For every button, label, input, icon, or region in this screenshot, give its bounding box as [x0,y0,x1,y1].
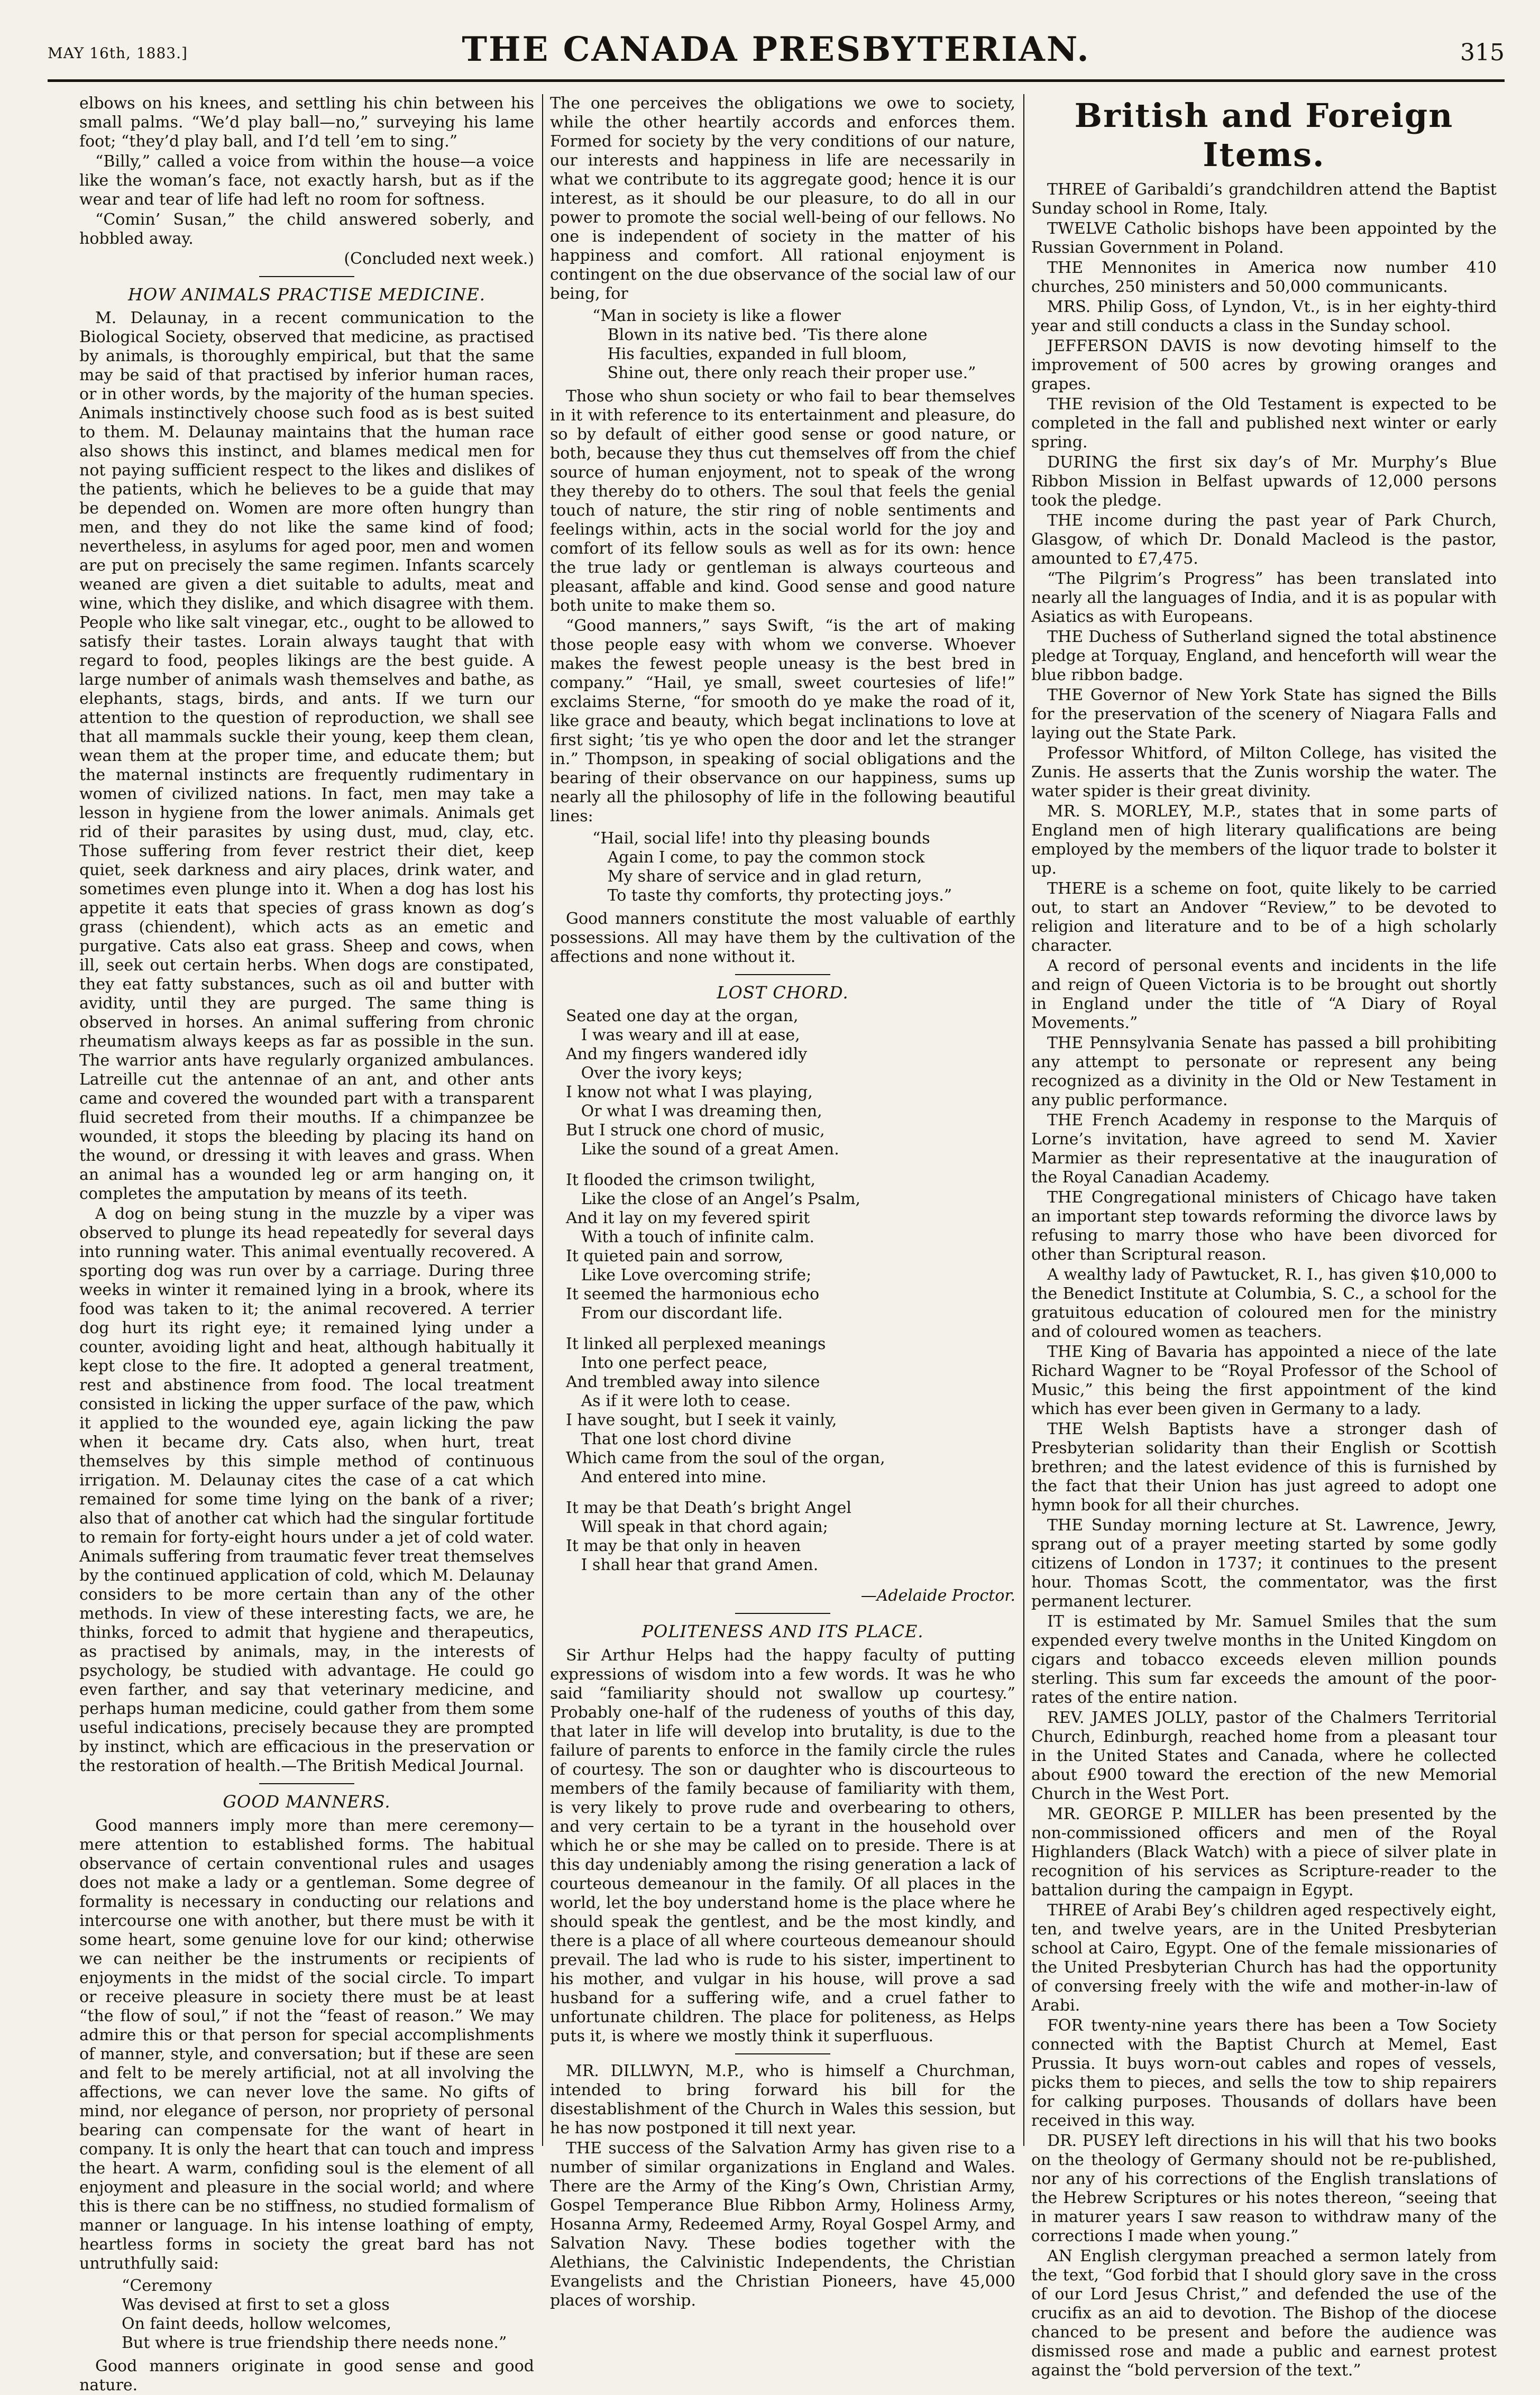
verse-line: His faculties, expanded in full bloom, [592,345,908,363]
paragraph: “Good manners,” says Swift, “is the art of making those people easy with whom we converse. Whoever makes the fewest people uneasy is the best bred in company.” “Hail, ye small, sweet courtesies of life!” exclaims Sterne, “for smooth do ye make the road of it, like grace and beauty, which begat inclinations to love at first sight; ’tis ye who open the door and let the stranger in.” Thompson, in speaking of social obligations and the bearing of their observance on our happiness, sums up nearly all the philosophy of life in the following beautiful lines: [550,617,1015,825]
news-item: JEFFERSON DAVIS is now devoting himself to the improvement of 500 acres by growing oranges and grapes. [1031,336,1497,393]
news-item: MR. GEORGE P. MILLER has been presented by the non-commissioned officers and men of the Royal Highlanders (Black Watch) with a piece of silver plate in recognition of his services as Scripture-reader to the battalion during the campaign in Egypt. [1031,1804,1497,1900]
column-1 [79,94,534,2394]
paragraph: Good manners imply more than mere ceremony—mere attention to established forms. The habitual observance of certain conventional rules and usages does not make a lady or a gentleman. Some degree of formality is necessary in conducting our relations and intercourse one with another, but there must be with it some heart, some genuine love for our kind; otherwise we can neither be the instruments or recipients of enjoyments in the midst of the social circle. To impart or receive pleasure in society there must be at least “the flow of soul,” if not the “feast of reason.” We may admire this or that person for special accomplishments of manner, style, and conversation; but if these are seen and felt to be merely artificial, not at all involving the affections, we can never love the same. No gifts of mind, nor elegance of person, nor propriety of personal bearing can compensate for the want of heart in company. It is only the heart that can touch and impress the heart. A warm, confiding soul is the element of all enjoyment and pleasure in the social world; and where this is there can be no stiffness, no studied formalism of manner or language. In his intense loathing of empty, heartless forms in society the great bard has not untruthfully said: [79,1816,534,2273]
verse-line: It seemed the harmonious echo [566,1285,820,1304]
section-rule [735,974,830,975]
section-title: British and Foreign Items. [1074,96,1454,175]
news-item: TWELVE Catholic bishops have been appointed by the Russian Government in Poland. [1031,219,1497,257]
news-item: Professor Whitford, of Milton College, has visited the Zunis. He asserts that the Zunis worship the water. The water spider is their great divinity. [1031,744,1497,801]
verse-line: Will speak in that chord again; [566,1518,828,1537]
verse-line: From our discordant life. [566,1304,783,1323]
column-divider-2 [1023,94,1024,2146]
verse-line: But I struck one chord of music, [566,1121,825,1140]
news-item: AN English clergyman preached a sermon lately from the text, “God forbid that I should glory save in the cross of our Lord Jesus Christ,” and defended the use of the crucifix as an aid to devotion. The Bishop of the diocese chanced to be present and before the audience was dismissed rose and made a public and earnest protest against the “bold perversion of the text.” [1031,2246,1497,2380]
article-title: HOW ANIMALS PRACTISE MEDICINE. [128,285,485,305]
verse-line: Like the close of an Angel’s Psalm, [566,1190,861,1209]
page-header [48,29,1505,76]
verse-line: But where is true friendship there needs none.” [122,2333,507,2352]
poem-stanza [566,1499,1015,1575]
news-item: THE income during the past year of Park Church, Glasgow, of which Dr. Donald Macleod is the pastor, amounted to £7,475. [1031,511,1497,568]
news-item: THE Governor of New York State has signed the Bills for the preservation of the scenery of Niagara Falls and laying out the State Park. [1031,685,1497,742]
verse-line: As if it were loth to cease. [566,1392,791,1411]
news-item: THE Duchess of Sutherland signed the total abstinence pledge at Torquay, England, and henceforth will wear the blue ribbon badge. [1031,627,1497,684]
verse-line: Like Love overcoming strife; [566,1266,812,1285]
verse-line: To taste thy comforts, thy protecting joys.” [592,886,952,905]
news-item: THE French Academy in response to the Marquis of Lorne’s invitation, have agreed to send M. Xavier Marmier as their representative at the inauguration of the Royal Canadian Academy. [1031,1111,1497,1187]
verse-line: Shine out, there only reach their proper use.” [592,364,976,382]
paragraph: M. Delaunay, in a recent communication to the Biological Society, observed that medicine, as practised by animals, is thoroughly empirical, but that the same may be said of that practised by inferior human races, or in other words, by the majority of the human species. Animals instinctively choose such food as is best suited to them. M. Delaunay maintains that the human race also shows this instinct, and blames medical men for not paying sufficient respect to the likes and dislikes of the patients, which he believes to be a guide that may be depended on. Women are more often hungry than men, and they do not like the same kind of food; nevertheless, in asylums for aged poor, men and women are put on precisely the same regimen. Infants scarcely weaned are given a diet suitable to adults, meat and wine, which they dislike, and which disagree with them. People who like salt vinegar, etc., ought to be allowed to satisfy their tastes. Lorain always taught that with regard to food, peoples likings are the best guide. A large number of animals wash themselves and bathe, as elephants, stags, birds, and ants. If we turn our attention to the question of reproduction, we shall see that all mammals suckle their young, keep them clean, wean them at the proper time, and educate them; but the maternal instincts are frequently rudimentary in women of civilized nations. In fact, men may take a lesson in hygiene from the lower animals. Animals get rid of their parasites by using dust, mud, clay, etc. Those suffering from fever restrict their diet, keep quiet, seek darkness and airy places, drink water, and sometimes even plunge into it. When a dog has lost his appetite it eats that species of grass known as dog’s grass (chiendent), which acts as an emetic and purgative. Cats also eat grass. Sheep and cows, when ill, seek out certain herbs. When dogs are constipated, they eat fatty substances, such as oil and butter with avidity, until they are purged. The same thing is observed in horses. An animal suffering from chronic rheumatism always keeps as far as possible in the sun. The warrior ants have regularly organized ambulances. Latreille cut the antennae of an ant, and other ants came and covered the wounded part with a transparent fluid secreted from their mouths. If a chimpanzee be wounded, it stops the bleeding by placing its hand on the wound, or dressing it with leaves and grass. When an animal has a wounded leg or arm hanging on, it completes the amputation by means of its teeth. [79,309,534,1204]
verse-line: Blown in its native bed. ’Tis there alone [592,326,928,344]
news-item: A record of personal events and incidents in the life and reign of Queen Victoria is to be brought out shortly in England under the title of “A Diary of Royal Movements.” [1031,956,1497,1032]
news-item: THERE is a scheme on foot, quite likely to be carried out, to start an Andover “Review,” to be devoted to religion and literature and to be of a high scholarly character. [1031,879,1497,955]
news-item: FOR twenty-nine years there has been a Tow Society connected with the Baptist Church at Memel, East Prussia. It buys worn-out cables and ropes of vessels, picks them to pieces, and sells the tow to ship repairers for calking purposes. Thousands of dollars have been received in this way. [1031,2016,1497,2130]
verse-line: I shall hear that grand Amen. [566,1556,819,1575]
poem-stanza [566,1007,1015,1159]
verse-line: “Ceremony [122,2276,212,2295]
news-item: REV. JAMES JOLLY, pastor of the Chalmers Territorial Church, Edinburgh, reached home from a pleasant tour in the United States and Canada, where he collected about £900 toward the erection of the new Memorial Church in the West Port. [1031,1708,1497,1803]
paragraph: A dog on being stung in the muzzle by a viper was observed to plunge its head repeatedly for several days into running water. This animal eventually recovered. A sporting dog was run over by a carriage. During three weeks in winter it remained lying in a brook, where its food was taken to it; the animal recovered. A terrier dog hurt its right eye; it remained lying under a counter, avoiding light and heat, although habitually it kept close to the fire. It adopted a general treatment, rest and abstinence from food. The local treatment consisted in licking the upper surface of the paw, which it applied to the wounded eye, again licking the paw when it became dry. Cats also, when hurt, treat themselves by this simple method of continuous irrigation. M. Delaunay cites the case of a cat which remained for some time lying on the bank of a river; also that of another cat which had the singular fortitude to remain for forty-eight hours under a jet of cold water. Animals suffering from traumatic fever treat themselves by the continued application of cold, which M. Delaunay considers to be more certain than any of the other methods. In view of these interesting facts, we are, he thinks, forced to admit that hygiene and therapeutics, as practised by animals, may, in the interests of psychology, be studied with advantage. He could go even farther, and say that veterinary medicine, and perhaps human medicine, could gather from them some useful indications, precisely because they are prompted by instinct, which are efficacious in the preservation or the restoration of health.—The British Medical Journal. [79,1205,534,1776]
paragraph: MR. DILLWYN, M.P., who is himself a Churchman, intended to bring forward his bill for the disestablishment of the Church in Wales this session, but he has now postponed it till next year. [550,2061,1015,2137]
news-item: THE Welsh Baptists have a stronger dash of Presbyterian solidarity than their English or Scottish brethren; and the latest evidence of this is furnished by the fact that their Union has just agreed to adopt one hymn book for all their churches. [1031,1419,1497,1515]
verse-line: Into one perfect peace, [566,1354,768,1373]
verse-line: It linked all perplexed meanings [566,1335,826,1354]
verse-line: Was devised at first to set a gloss [122,2295,390,2314]
verse-line: It quieted pain and sorrow, [566,1247,784,1266]
verse-line: “Hail, social life! into thy pleasing bounds [592,829,930,848]
news-item: THREE of Garibaldi’s grandchildren attend the Baptist Sunday school in Rome, Italy. [1031,180,1497,218]
column-3 [1031,94,1497,2380]
verse-line: Again I come, to pay the common stock [592,848,925,867]
news-item: DR. PUSEY left directions in his will that his two books on the theology of Germany should not be re-published, nor any of his corrections of the English translations of the Hebrew Scriptures or his notes thereon, “seeing that in maturer years I saw reason to withdraw many of the corrections I made when young.” [1031,2131,1497,2245]
news-item: DURING the first six day’s of Mr. Murphy’s Blue Ribbon Mission in Belfast upwards of 12,000 persons took the pledge. [1031,453,1497,510]
news-item: THE Congregational ministers of Chicago have taken an important step towards reforming the divorce laws by refusing to marry those who have been divorced for other than Scriptural reason. [1031,1188,1497,1264]
masthead-title: THE CANADA PRESBYTERIAN. [462,30,1090,69]
verse-line: Like the sound of a great Amen. [566,1140,839,1159]
verse-line: Seated one day at the organ, [566,1007,799,1026]
news-item: THE Mennonites in America now number 410 churches, 250 ministers and 50,000 communicants. [1031,258,1497,296]
paragraph: elbows on his knees, and settling his chin between his small palms. “We’d play ball—no,” surveying his lame foot; “they’d play ball, and I’d tell ’em to sing.” [79,94,534,151]
news-item: MR. S. MORLEY, M.P., states that in some parts of England men of high literary qualifications are being employed by the members of the liquor trade to bolster it up. [1031,802,1497,878]
paragraph: Sir Arthur Helps had the happy faculty of putting expressions of wisdom into a few words. It was he who said “familiarity should not swallow up courtesy.” Probably one-half of the rudeness of youths of this day, that later in life will develop into brutality, is due to the failure of parents to enforce in the family circle the rules of courtesy. The son or daughter who is discourteous to members of the family because of familiarity with them, is very likely to prove rude and overbearing to others, and very certain to be a tyrant in the household over which he or she may be called on to preside. There is at this day undeniably among the rising generation a lack of courteous demeanour in the family. Of all places in the world, let the boy understand home is the place where he should speak the gentlest, and be the most kindly, and there is a place of all where courteous demeanour should prevail. The lad who is rude to his sister, impertinent to his mother, and vulgar in his house, will prove a sad husband for a suffering wife, and a cruel father to unfortunate children. The place for politeness, as Helps puts it, is where we mostly think it superfluous. [550,1646,1015,2045]
poem-stanza [566,1171,1015,1323]
continued-note: (Concluded next week.) [344,250,534,268]
news-item: THE Sunday morning lecture at St. Lawrence, Jewry, sprang out of a prayer meeting started by some godly citizens of London in 1737; it continues to the present hour. Thomas Scott, the commentator, was the first permanent lecturer. [1031,1516,1497,1611]
verse-line: I have sought, but I seek it vainly, [566,1411,837,1430]
paragraph: “Comin’ Susan,” the child answered soberly, and hobbled away. [79,210,534,248]
verse-block [592,829,1015,905]
verse-line: I was weary and ill at ease, [566,1026,800,1045]
verse-block [122,2277,534,2353]
verse-line: I know not what I was playing, [566,1083,813,1102]
verse-line: Or what I was dreaming then, [566,1102,822,1121]
verse-line: And my fingers wandered idly [566,1045,808,1064]
section-rule [735,2053,830,2054]
verse-line: My share of service and in glad return, [592,867,922,886]
page-number: 315 [1460,39,1505,66]
poem-stanza [566,1335,1015,1487]
article-title: POLITENESS AND ITS PLACE. [641,1621,924,1642]
section-rule [259,1783,354,1784]
paragraph: Good manners originate in good sense and good nature. [79,2356,534,2394]
verse-line: It flooded the crimson twilight, [566,1171,816,1190]
paragraph: The one perceives the obligations we owe to society, while the other heartily accords and enforces them. Formed for society by the very conditions of our nature, our interests and happiness in life are necessarily in what we contribute to its aggregate good; hence it is our interest, as it should be our pleasure, to do all in our power to promote the social well-being of our fellows. No one is independent of society in the matter of his happiness and comfort. All rational enjoyment is contingent on the due observance of the social law of our being, for [550,94,1015,303]
verse-line: Over the ivory keys; [566,1064,743,1083]
verse-line: “Man in society is like a flower [592,307,841,325]
verse-line: It may be that only in heaven [566,1537,801,1556]
verse-line: And entered into mine. [566,1468,767,1487]
poem-author: —Adelaide Proctor. [860,1586,1015,1605]
section-rule [735,1613,830,1614]
column-2 [550,94,1015,2310]
paragraph: Those who shun society or who fail to bear themselves in it with reference to its entertainment and pleasure, do so by default of either good sense or good nature, or both, because they thus cut themselves off from the chief source of human enjoyment, not to speak of the wrong they thereby do to others. The soul that feels the genial touch of nature, the stir ring of noble sentiments and feelings within, acts in the social world for the joy and comfort of its fellow souls as well as for its own: hence the true lady or gentleman is always courteous and pleasant, affable and kind. Good sense and good nature both unite to make them so. [550,387,1015,615]
news-item: “The Pilgrim’s Progress” has been translated into nearly all the languages of India, and it is as popular with Asiatics as with Europeans. [1031,569,1497,626]
news-item: THE King of Bavaria has appointed a niece of the late Richard Wagner to be “Royal Professor of the School of Music,” this being the first appointment of the kind which has ever been given in Germany to a lady. [1031,1342,1497,1418]
verse-line: And it lay on my fevered spirit [566,1209,810,1228]
header-rule [48,79,1505,85]
column-divider-1 [542,94,543,2146]
news-item: THREE of Arabi Bey’s children aged respectively eight, ten, and twelve years, are in the United Presbyterian school at Cairo, Egypt. One of the female missionaries of the United Presbyterian Church has had the opportunity of conversing freely with the wife and mother-in-law of Arabi. [1031,1901,1497,2015]
verse-line: On faint deeds, hollow welcomes, [122,2314,392,2333]
article-title: GOOD MANNERS. [223,1792,391,1812]
verse-line: With a touch of infinite calm. [566,1228,815,1247]
issue-date: MAY 16th, 1883.] [48,44,188,62]
verse-line: That one lost chord divine [566,1430,792,1449]
news-item: THE revision of the Old Testament is expected to be completed in the fall and published next winter or early spring. [1031,394,1497,452]
paragraph: Good manners constitute the most valuable of earthly possessions. All may have them by the cultivation of the affections and none without it. [550,910,1015,966]
news-item: A wealthy lady of Pawtucket, R. I., has given $10,000 to the Benedict Institute at Columbia, S. C., a school for the gratuitous education of coloured men for the ministry and of coloured women as teachers. [1031,1265,1497,1341]
verse-block [592,307,1015,383]
news-item: THE Pennsylvania Senate has passed a bill prohibiting any attempt to personate or represent any being recognized as a divinity in the Old or New Testament in any public performance. [1031,1033,1497,1109]
news-item: IT is estimated by Mr. Samuel Smiles that the sum expended every twelve months in the United Kingdom on cigars and tobacco exceeds eleven million pounds sterling. This sum far exceeds the amount of the poor-rates of the entire nation. [1031,1612,1497,1707]
section-rule [259,276,354,277]
poem-title: LOST CHORD. [717,983,849,1003]
news-item: MRS. Philip Goss, of Lyndon, Vt., is in her eighty-third year and still conducts a class in the Sunday school. [1031,297,1497,335]
verse-line: And trembled away into silence [566,1373,820,1392]
paragraph: “Billy,” called a voice from within the house—a voice like the woman’s face, not exactly harsh, but as if the wear and tear of life had left no room for softness. [79,152,534,209]
paragraph: THE success of the Salvation Army has given rise to a number of similar organizations in England and Wales. There are the Army of the King’s Own, Christian Army, Gospel Temperance Blue Ribbon Army, Holiness Army, Hosanna Army, Redeemed Army, Royal Gospel Army, and Salvation Navy. These bodies together with the Alethians, the Calvinistic Independents, the Christian Evangelists and the Christian Pioneers, have 45,000 places of worship. [550,2139,1015,2310]
verse-line: It may be that Death’s bright Angel [566,1499,851,1518]
verse-line: Which came from the soul of the organ, [566,1449,885,1468]
